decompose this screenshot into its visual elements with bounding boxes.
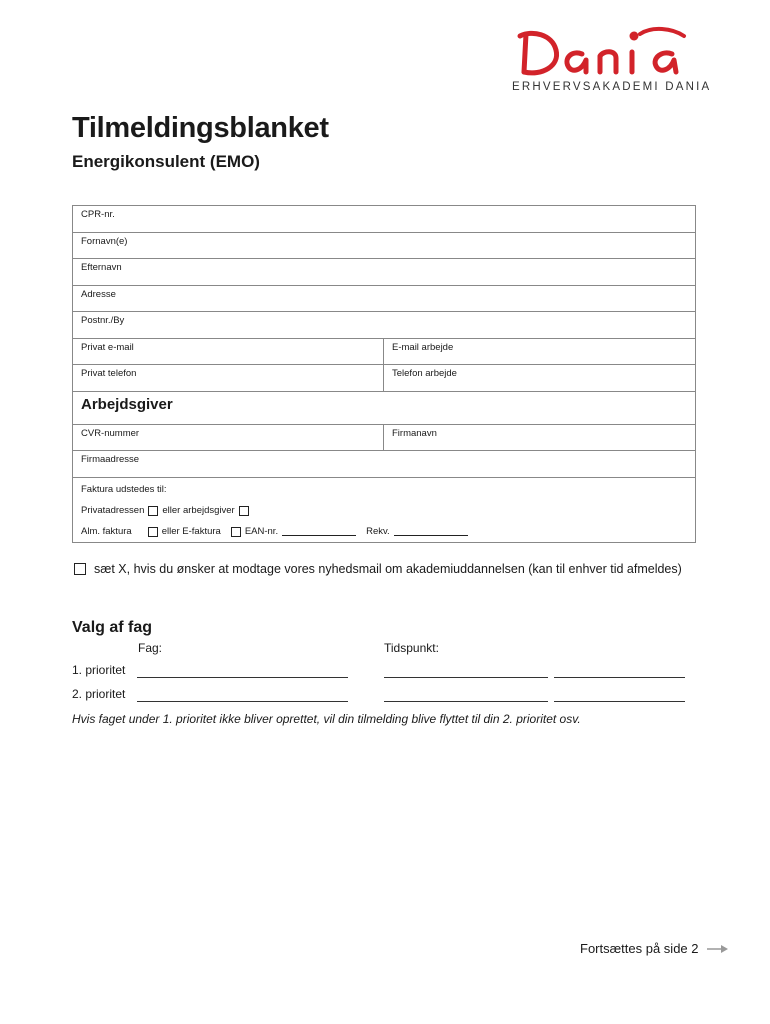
field-postal-city[interactable] [73, 312, 695, 339]
phone-row [73, 365, 695, 392]
field-company-name[interactable]: Firmanavn [392, 427, 437, 439]
priority-1-label: 1. prioritet [72, 663, 126, 677]
priority-1-time-input-2[interactable] [554, 677, 685, 678]
field-first-names[interactable] [73, 233, 695, 260]
dania-logo [512, 24, 712, 93]
einvoice-checkbox[interactable] [231, 527, 241, 537]
field-private-email[interactable]: Privat e-mail [73, 339, 384, 365]
org-name: ERHVERVSAKADEMI DANIA [512, 81, 712, 93]
field-cvr[interactable]: CVR-nummer [73, 425, 384, 451]
field-last-name[interactable] [73, 259, 695, 286]
employer-section-header [73, 392, 695, 425]
field-private-phone[interactable]: Privat telefon [73, 365, 384, 391]
field-work-phone[interactable]: Telefon arbejde [392, 368, 457, 379]
field-company-address[interactable] [73, 451, 695, 478]
invoice-to-label: Faktura udstedes til: [81, 484, 167, 495]
cpr-label: CPR-nr. [81, 209, 115, 220]
priority-2-label: 2. prioritet [72, 687, 126, 701]
ean-input[interactable] [282, 527, 356, 536]
priority-2-time-input[interactable] [384, 701, 548, 702]
subject-column-label: Fag: [138, 641, 163, 655]
continue-text: Fortsættes på side 2 [580, 941, 699, 956]
address-label: Adresse [81, 288, 116, 300]
priority-2-time-input-2[interactable] [554, 701, 685, 702]
employer-checkbox[interactable] [239, 506, 249, 516]
cvr-row [73, 425, 695, 452]
company-address-label: Firmaadresse [81, 454, 140, 465]
priority-1-time-input[interactable] [384, 677, 548, 678]
invoice-type-line [81, 523, 687, 541]
employer-heading: Arbejdsgiver [81, 395, 173, 413]
employer-option-label: eller arbejdsgiver [162, 505, 235, 516]
ean-label: EAN-nr. [244, 526, 279, 537]
field-work-email[interactable]: E-mail arbejde [392, 341, 454, 353]
subjects-heading: Valg af fag [72, 619, 153, 636]
priority-1-subject-input[interactable] [137, 677, 348, 678]
newsletter-checkbox[interactable] [74, 563, 86, 575]
einvoice-label: eller E-faktura [161, 526, 221, 537]
ref-label: Rekv. [366, 526, 390, 537]
postal-city-label: Postnr./By [81, 315, 125, 326]
priority-note: Hvis faget under 1. prioritet ikke bliver oprettet, vil din tilmelding blive flyttet til din 2. prioritet osv. [72, 712, 581, 726]
continue-indicator [580, 941, 729, 956]
private-address-label: Privatadressen [81, 505, 145, 516]
private-address-checkbox[interactable] [148, 506, 158, 516]
last-name-label: Efternavn [81, 262, 122, 273]
dania-logo-wordmark [512, 24, 694, 78]
time-column-label: Tidspunkt: [384, 641, 439, 655]
regular-invoice-checkbox[interactable] [148, 527, 158, 537]
newsletter-optin [74, 562, 682, 576]
priority-2-subject-input[interactable] [137, 701, 348, 702]
page-subtitle: Energikonsulent (EMO) [72, 152, 260, 171]
invoice-recipient-line [81, 502, 687, 520]
page-title: Tilmeldingsblanket [72, 112, 329, 144]
arrow-right-icon [707, 944, 729, 954]
field-cpr[interactable] [73, 206, 695, 233]
ref-input[interactable] [394, 527, 468, 536]
regular-invoice-label: Alm. faktura [81, 526, 132, 537]
registration-form [72, 205, 696, 543]
field-address[interactable] [73, 286, 695, 313]
newsletter-label: sæt X, hvis du ønsker at modtage vores nyhedsmail om akademiuddannelsen (kan til enhver tid afmeldes) [94, 562, 682, 576]
email-row [73, 339, 695, 366]
first-names-label: Fornavn(e) [81, 235, 128, 247]
invoice-section [73, 478, 695, 542]
